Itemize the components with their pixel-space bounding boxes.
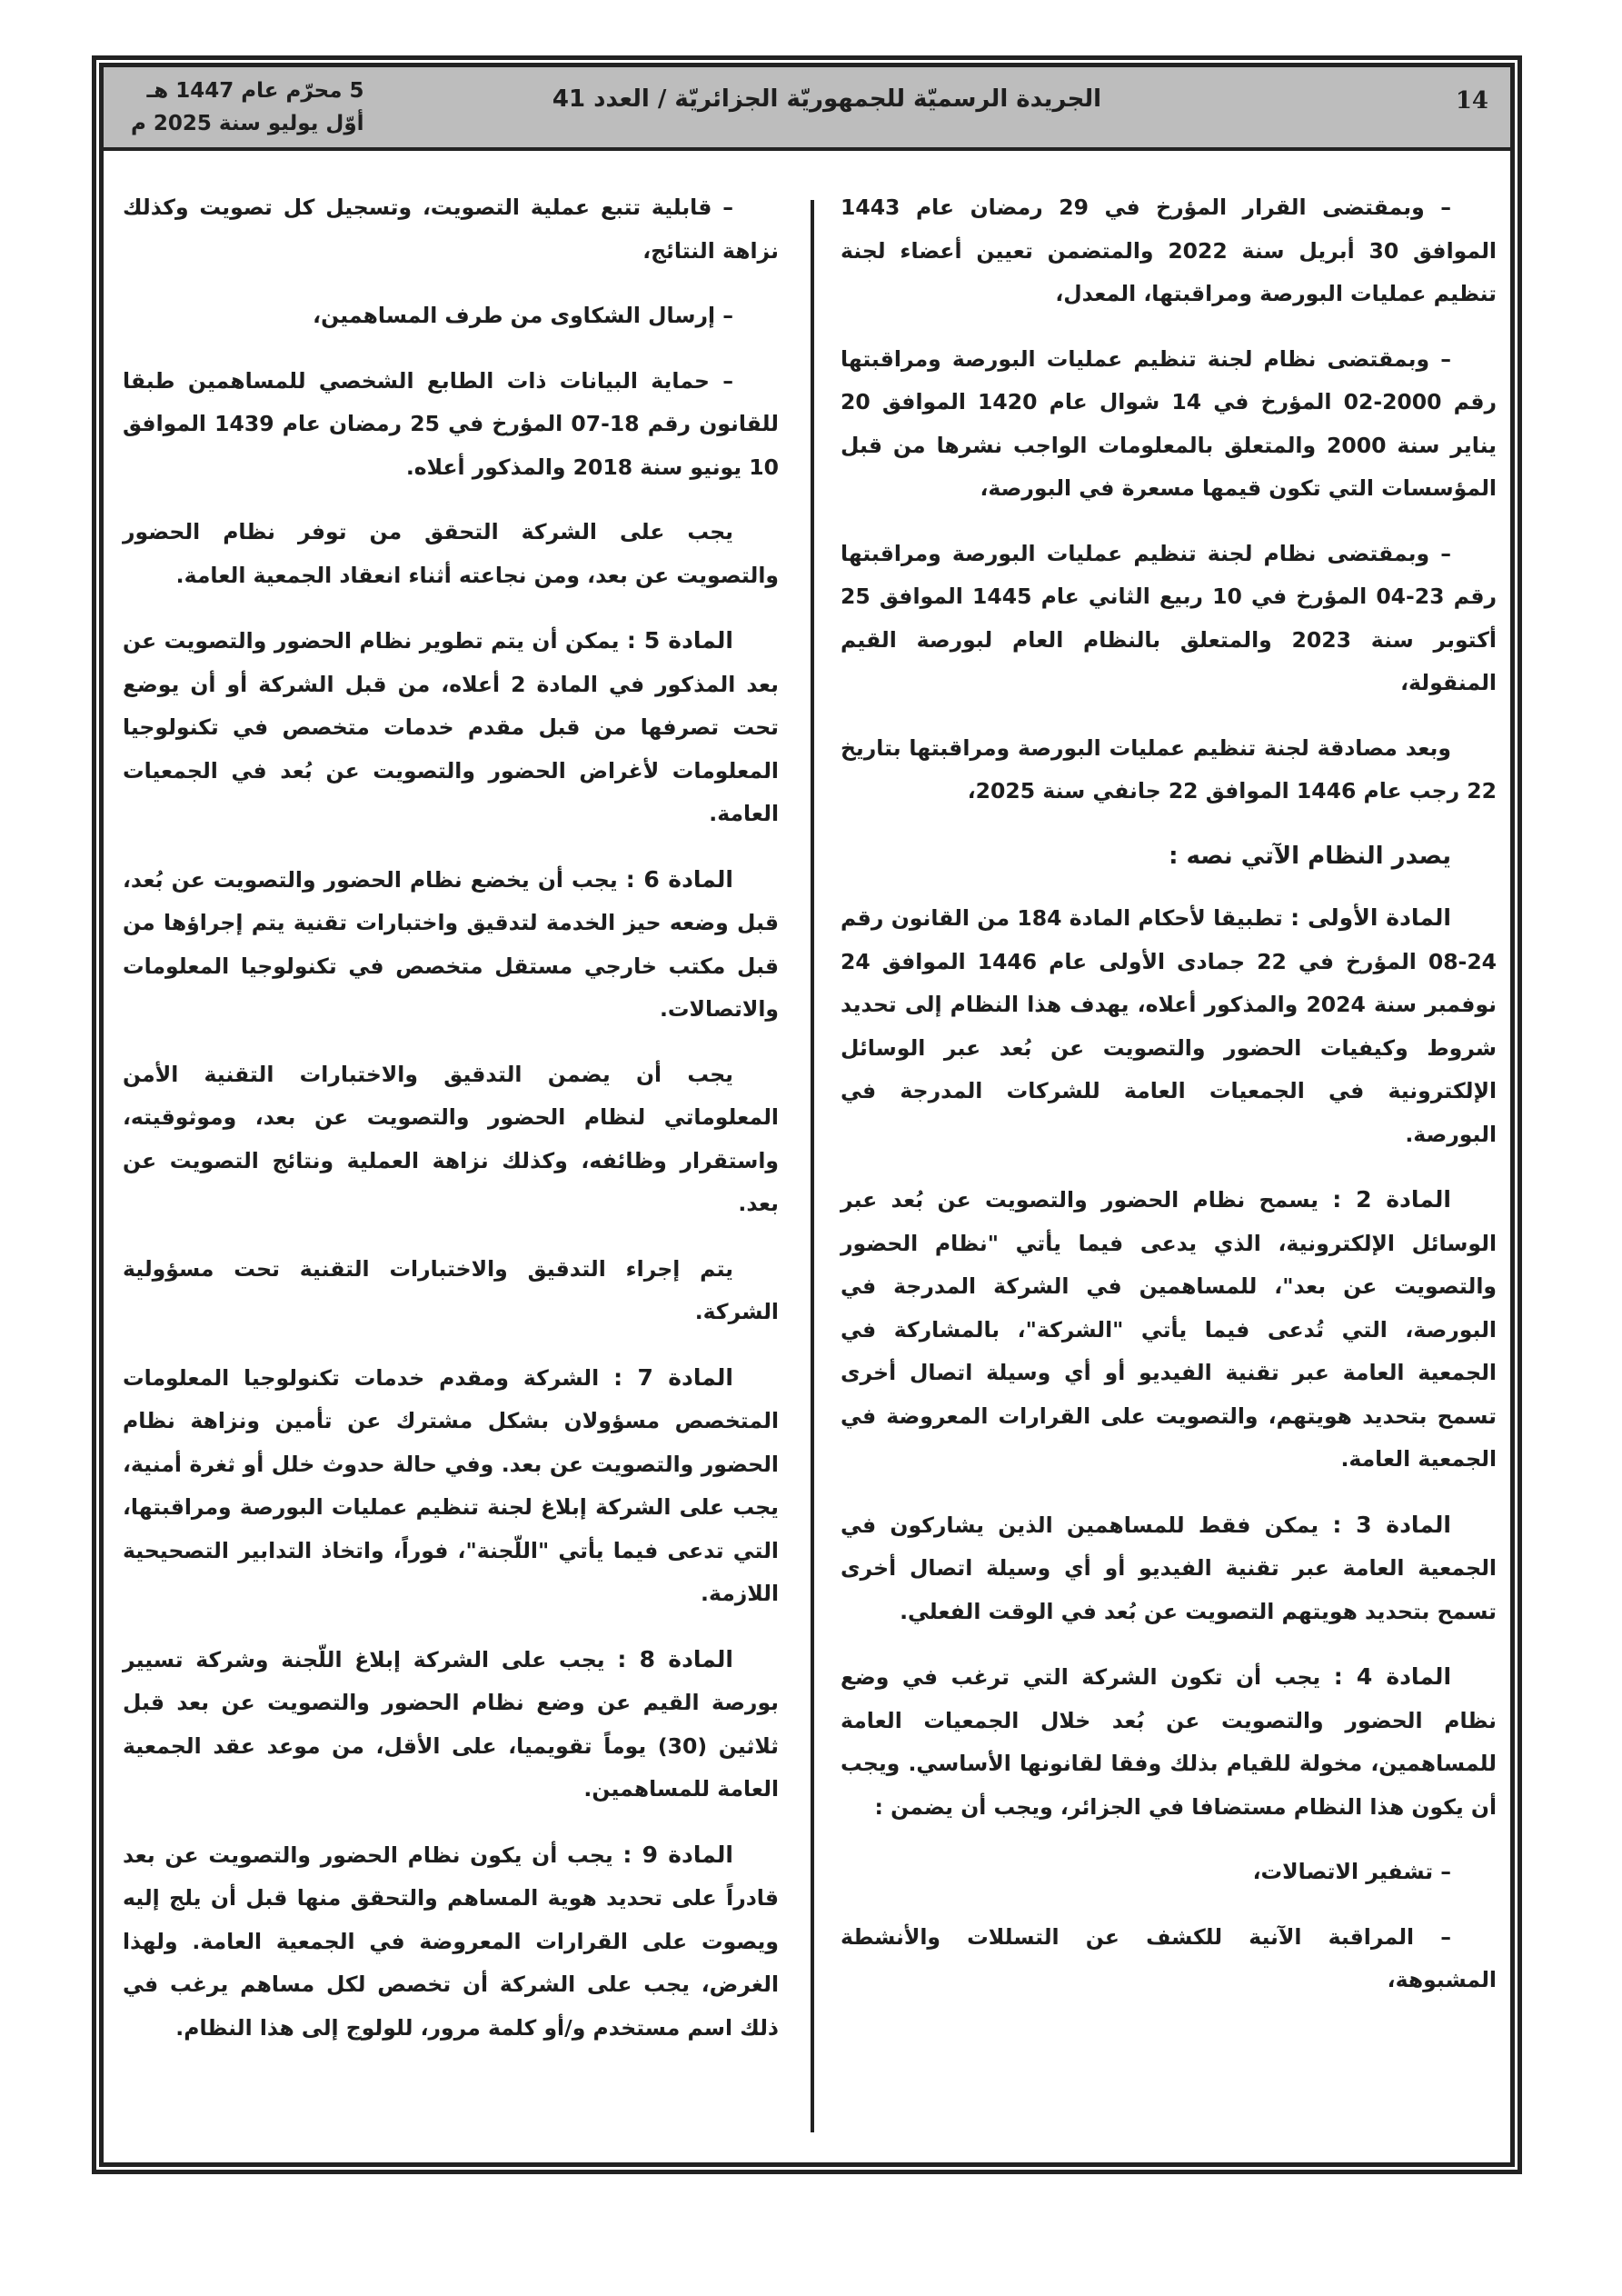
article-7 (123, 1356, 779, 1616)
article-text: يمكن فقط للمساهمين الذين يشاركون في الجمعية العامة عبر تقنية الفيديو أو أي وسيلة اتصال أخرى تسمح بتحديد هويتهم التصويت عن بُعد في الوقت الفعلي. (841, 1512, 1497, 1624)
article-text: يجب أن يخضع نظام الحضور والتصويت عن بُعد، قبل وضعه حيز الخدمة لتدقيق واختبارات تقنية يتم إجراؤها من قبل مكتب خارجي مستقل متخصص في تكنولوجيا المعلومات والاتصالات. (123, 866, 779, 1022)
article-label: المادة 5 : (626, 627, 733, 654)
page-number: 14 (1455, 87, 1488, 115)
article-text: يجب أن تكون الشركة التي ترغب في وضع نظام الحضور والتصويت عن بُعد خلال الجمعيات العامة للمساهمين، مخولة للقيام بذلك وفقا لقانونها الأساسي. ويجب أن يكون هذا النظام مستضافا في الجزائر، ويجب أن يضمن : (841, 1664, 1497, 1820)
article-5 (123, 619, 779, 836)
decree-heading: يصدر النظام الآتي نصه : (1169, 842, 1451, 870)
preamble-item: – وبمقتضى نظام لجنة تنظيم عمليات البورصة ومراقبتها رقم 2000-02 المؤرخ في 14 شوال عام 1420 الموافق 20 يناير سنة 2000 والمتعلق بالمعلومات الواجب نشرها من قبل المؤسسات التي تكون قيمها مسعرة في البورصة، (841, 345, 1498, 501)
article-text: يمكن أن يتم تطوير نظام الحضور والتصويت عن بعد المذكور في المادة 2 أعلاه، من قبل الشركة أو أن يوضع تحت تصرفها من قبل مقدم خدمات متخصص في تكنولوجيا المعلومات لأغراض الحضور والتصويت عن بُعد في الجمعيات العامة. (123, 628, 779, 826)
article-3 (841, 1503, 1497, 1634)
article-1 (841, 896, 1497, 1156)
date-hijri: 5 محرّم عام 1447 هـ (146, 79, 364, 103)
article-label: المادة الأولى : (1290, 904, 1451, 931)
article-label: المادة 3 : (1332, 1511, 1451, 1538)
requirement-item: – المراقبة الآنية للكشف عن التسللات والأنشطة المشبوهة، (841, 1923, 1497, 1992)
article-text: يسمح نظام الحضور والتصويت عن بُعد عبر الوسائل الإلكترونية، الذي يدعى فيما يأتي "نظام الحضور والتصويت عن بعد"، للمساهمين في الشركة المدرجة في البورصة، التي تُدعى فيما يأتي "الشركة"، بالمشاركة في الجمعية العامة عبر تقنية الفيديو أو أي وسيلة اتصال أخرى تسمح بتحديد هويتهم، والتصويت على القرارات المعروضة في الجمعية العامة. (841, 1187, 1497, 1472)
article-label: المادة 9 : (622, 1841, 733, 1868)
preamble-item: – وبمقتضى نظام لجنة تنظيم عمليات البورصة ومراقبتها رقم 23-04 المؤرخ في 10 ربيع الثاني عام 1445 الموافق 25 أكتوبر سنة 2023 والمتعلق بالنظام العام لبورصة القيم المنقولة، (841, 540, 1497, 695)
article-2 (841, 1178, 1497, 1482)
article-label: المادة 2 : (1332, 1186, 1451, 1213)
article-text: تطبيقا لأحكام المادة 184 من القانون رقم 24-08 المؤرخ في 22 جمادى الأولى عام 1446 الموافق 24 نوفمبر سنة 2024 والمذكور أعلاه، يهدف هذا النظام إلى تحديد شروط وكيفيات الحضور والتصويت عن بُعد عبر الوسائل الإلكترونية في الجمعيات العامة للشركات المدرجة في البورصة. (841, 905, 1498, 1147)
preamble-item: – وبمقتضى القرار المؤرخ في 29 رمضان عام 1443 الموافق 30 أبريل سنة 2022 والمتضمن تعيين أعضاء لجنة تنظيم عمليات البورصة ومراقبتها، المعدل، (841, 195, 1497, 306)
article-text: يجب على الشركة إبلاغ اللّجنة وشركة تسيير بورصة القيم عن وضع نظام الحضور والتصويت عن بعد قبل ثلاثين (30) يوماً تقويميا، على الأقل، من موعد عقد الجمعية العامة للمساهمين. (123, 1646, 779, 1802)
article-text: الشركة ومقدم خدمات تكنولوجيا المعلومات المتخصص مسؤولان بشكل مشترك عن تأمين ونزاهة نظام الحضور والتصويت عن بعد. وفي حالة حدوث خلل أو ثغرة أمنية، يجب على الشركة إبلاغ لجنة تنظيم عمليات البورصة ومراقبتها، التي تدعى فيما يأتي "اللّجنة"، فوراً، واتخاذ التدابير التصحيحية اللازمة. (123, 1364, 779, 1606)
article-8 (123, 1638, 779, 1812)
gazette-title: الجريدة الرسميّة للجمهوريّة الجزائريّة / العدد 41 (552, 85, 1101, 113)
article-4 (841, 1655, 1497, 1829)
issue-date (131, 75, 364, 140)
article-text: يجب أن يكون نظام الحضور والتصويت عن بعد قادراً على تحديد هوية المساهم والتحقق منها قبل أن يلج إليه ويصوت على القرارات المعروضة في الجمعية العامة. ولهذا الغرض، يجب على الشركة أن تخصص لكل مساهم يرغب في ذلك اسم مستخدم و/أو كلمة مرور، للولوج إلى هذا النظام. (123, 1842, 779, 2041)
date-gregorian: أوّل يوليو سنة 2025 م (131, 112, 364, 135)
approval-paragraph: وبعد مصادقة لجنة تنظيم عمليات البورصة ومراقبتها بتاريخ 22 رجب عام 1446 الموافق 22 جانفي سنة 2025، (841, 734, 1497, 804)
requirement-item: – قابلية تتبع عملية التصويت، وتسجيل كل تصويت وكذلك نزاهة النتائج، (123, 195, 779, 264)
left-column (123, 186, 779, 2071)
verification-paragraph: يجب على الشركة التحقق من توفر نظام الحضور والتصويت عن بعد، ومن نجاعته أثناء انعقاد الجمعية العامة. (123, 519, 779, 588)
article-6 (123, 858, 779, 1032)
requirement-item: – إرسال الشكاوى من طرف المساهمين، (313, 303, 733, 328)
article-label: المادة 4 : (1333, 1663, 1452, 1690)
right-column (841, 186, 1497, 2024)
requirement-item: – تشفير الاتصالات، (1252, 1859, 1451, 1884)
article-6-paragraph: يتم إجراء التدقيق والاختبارات التقنية تحت مسؤولية الشركة. (123, 1255, 779, 1324)
article-9 (123, 1833, 779, 2051)
article-label: المادة 6 : (625, 865, 733, 893)
article-label: المادة 7 : (613, 1363, 733, 1391)
article-6-paragraph: يجب أن يضمن التدقيق والاختبارات التقنية الأمن المعلوماتي لنظام الحضور والتصويت عن بعد، وموثوقيته، واستقرار وظائفه، وكذلك نزاهة العملية ونتائج التصويت عن بعد. (123, 1061, 779, 1216)
column-divider (811, 200, 814, 2132)
article-label: المادة 8 : (617, 1645, 733, 1672)
requirement-item: – حماية البيانات ذات الطابع الشخصي للمساهمين طبقا للقانون رقم 18-07 المؤرخ في 25 رمضان عام 1439 الموافق 10 يونيو سنة 2018 والمذكور أعلاه. (123, 367, 779, 480)
page-header (104, 67, 1510, 151)
